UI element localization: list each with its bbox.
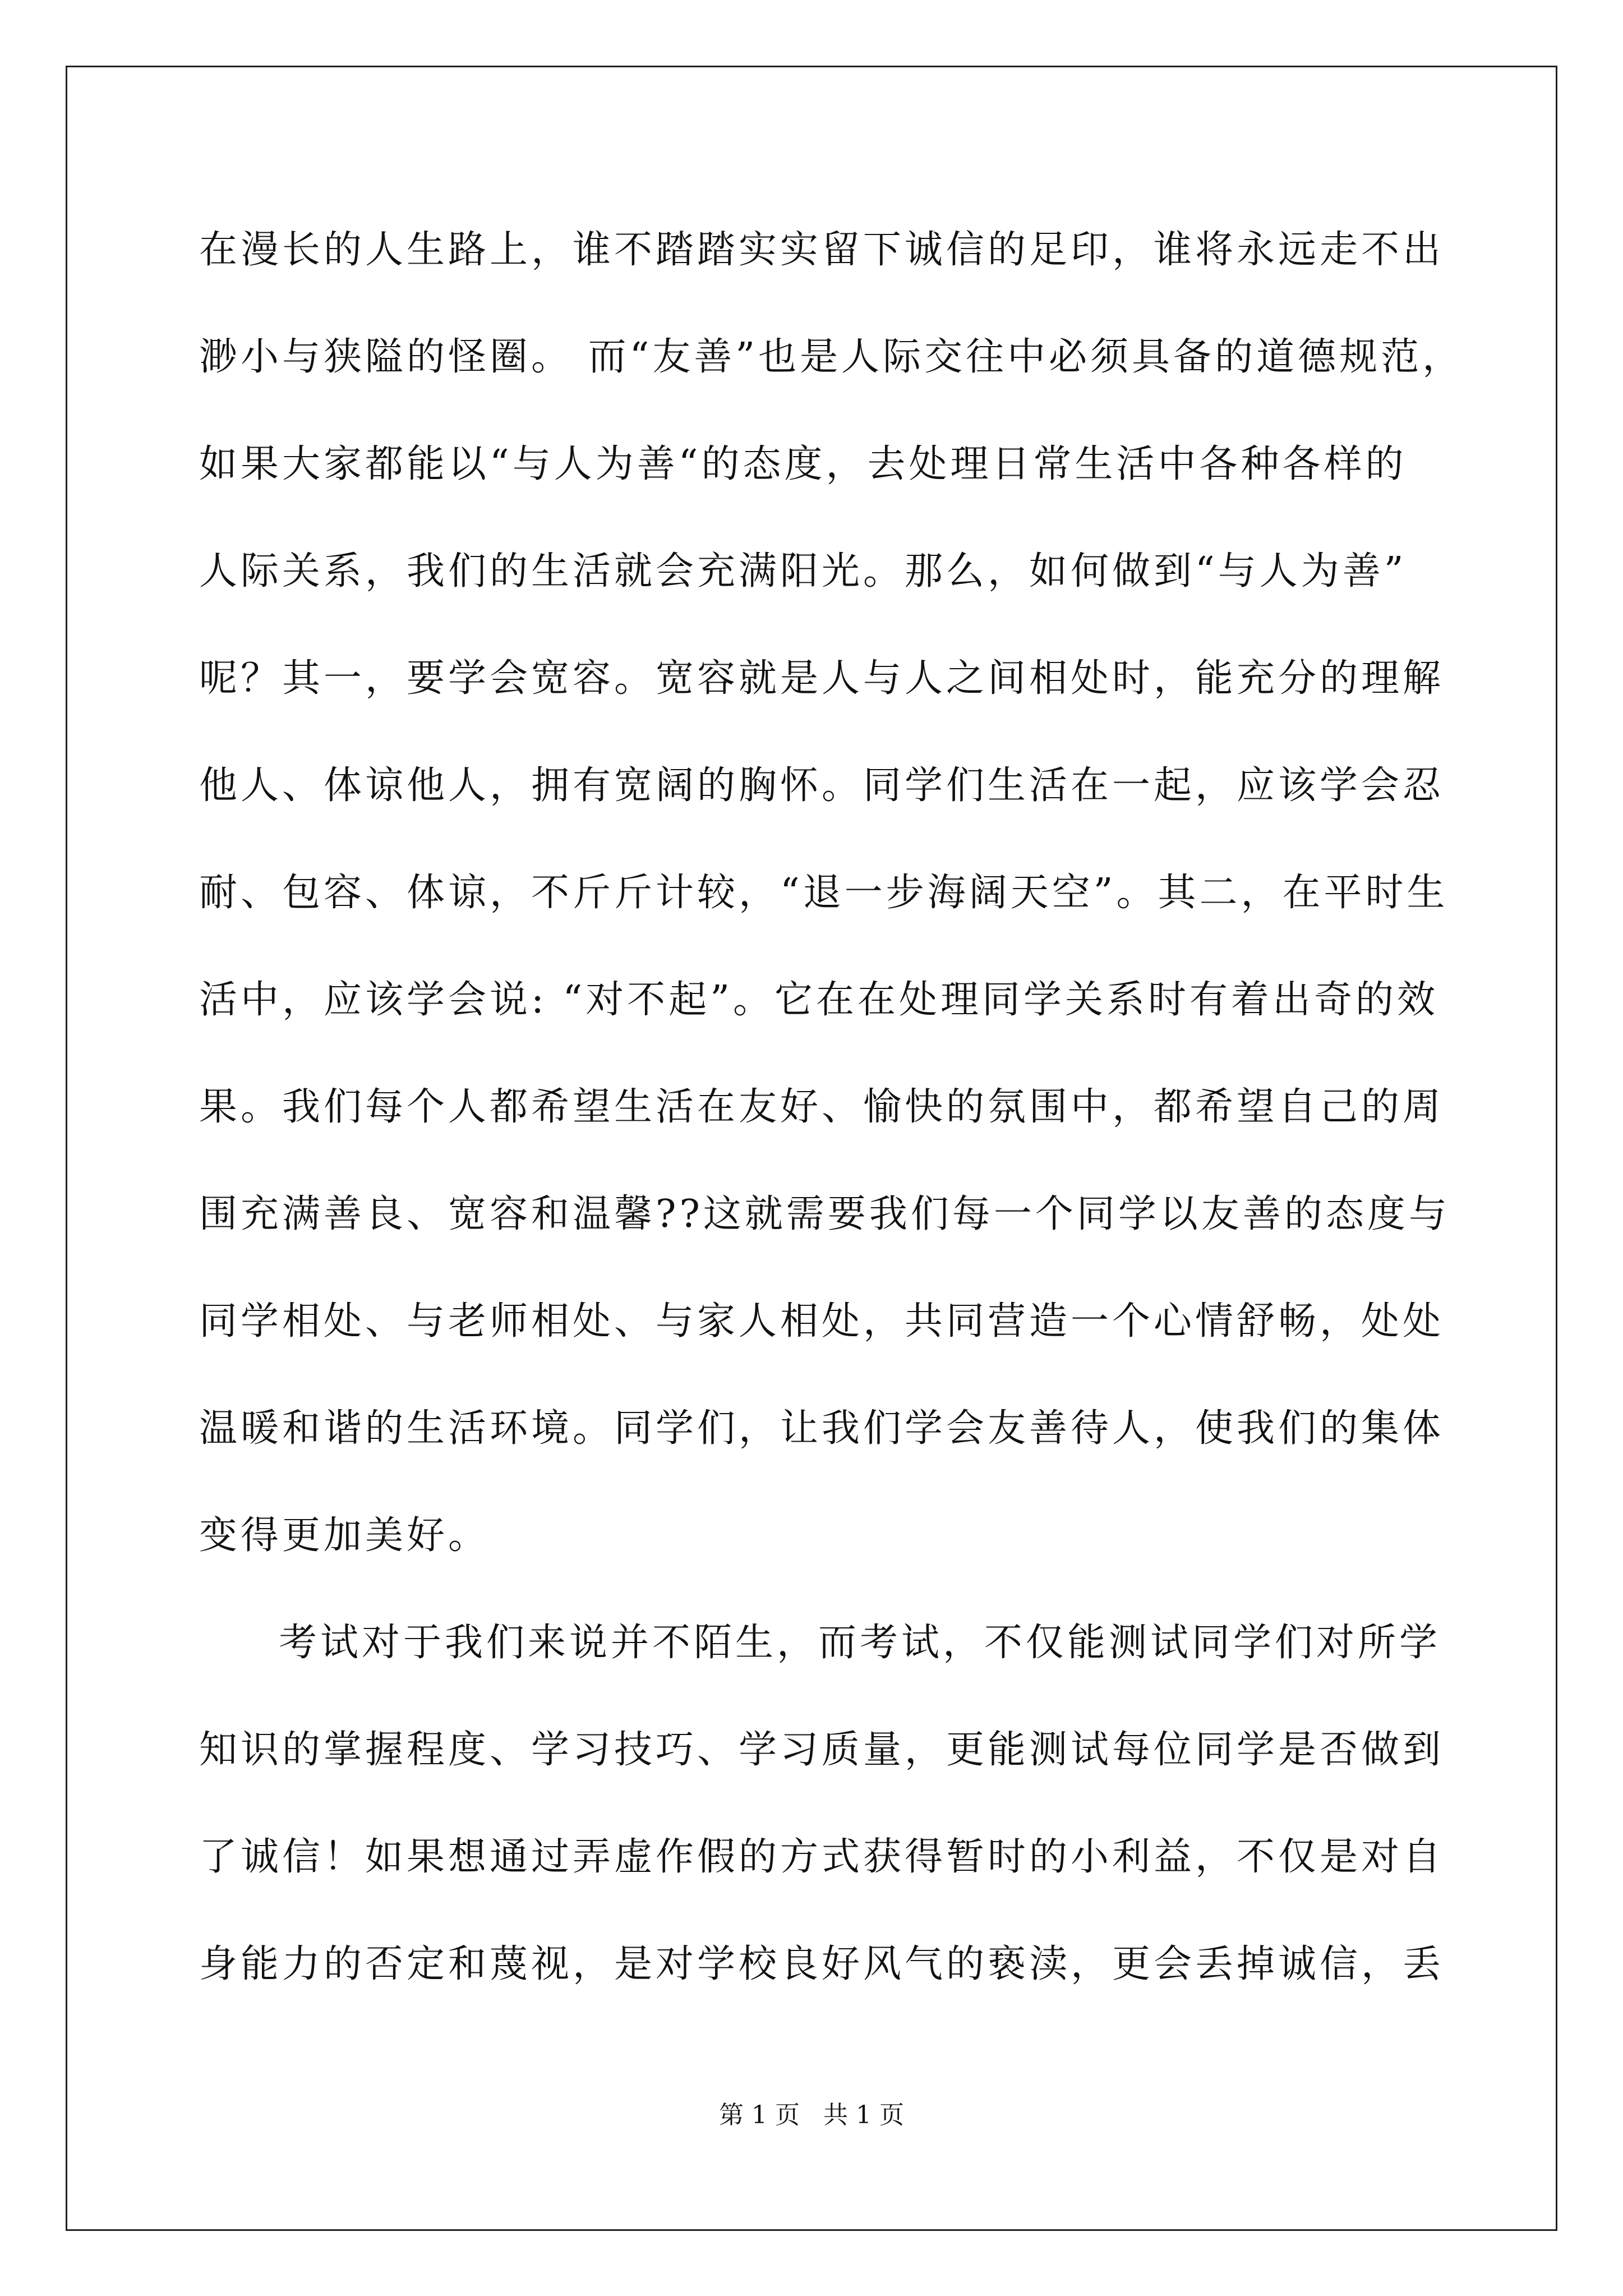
page-border [66, 66, 1557, 2231]
paragraph-1-line-11: 同学相处、与老师相处、与家人相处，共同营造一个心情舒畅，处处 [199, 1299, 1445, 1343]
paragraph-2-line-3: 了诚信！如果想通过弄虚作假的方式获得暂时的小利益，不仅是对自 [199, 1835, 1445, 1879]
paragraph-1-line-9: 果。我们每个人都希望生活在友好、愉快的氛围中，都希望自己的周 [199, 1085, 1445, 1129]
paragraph-1-line-10: 围充满善良、宽容和温馨??这就需要我们每一个同学以友善的态度与 [199, 1192, 1450, 1236]
paragraph-1-line-13: 变得更加美好。 [199, 1513, 490, 1558]
paragraph-1-line-4: 人际关系，我们的生活就会充满阳光。那么，如何做到“与人为善” [199, 549, 1407, 593]
paragraph-1-line-6: 他人、体谅他人，拥有宽阔的胸怀。同学们生活在一起，应该学会忍 [199, 763, 1445, 808]
paragraph-2-line-2: 知识的掌握程度、学习技巧、学习质量，更能测试每位同学是否做到 [199, 1728, 1445, 1772]
paragraph-2-line-4: 身能力的否定和蔑视，是对学校良好风气的亵渎，更会丢掉诚信，丢 [199, 1942, 1445, 1986]
paragraph-1-line-3: 如果大家都能以“与人为善“的态度，去处理日常生活中各种各样的 [199, 442, 1407, 486]
paragraph-2-line-1: 考试对于我们来说并不陌生，而考试，不仅能测试同学们对所学 [279, 1621, 1441, 1665]
paragraph-1-line-8: 活中，应该学会说: “对不起”。它在在处理同学关系时有着出奇的效 [199, 978, 1439, 1022]
paragraph-1-line-1: 在漫长的人生路上，谁不踏踏实实留下诚信的足印，谁将永远走不出 [199, 228, 1445, 272]
page-footer: 第 1 页 共 1 页 [719, 2101, 904, 2129]
paragraph-1-line-12: 温暖和谐的生活环境。同学们，让我们学会友善待人，使我们的集体 [199, 1406, 1445, 1451]
paragraph-1-line-2: 渺小与狭隘的怪圈。 而“友善”也是人际交往中必须具备的道德规范， [199, 335, 1464, 379]
paragraph-1-line-7: 耐、包容、体谅，不斤斤计较，“退一步海阔天空”。其二，在平时生 [199, 871, 1449, 915]
paragraph-1-line-5: 呢？其一，要学会宽容。宽容就是人与人之间相处时，能充分的理解 [199, 656, 1445, 701]
